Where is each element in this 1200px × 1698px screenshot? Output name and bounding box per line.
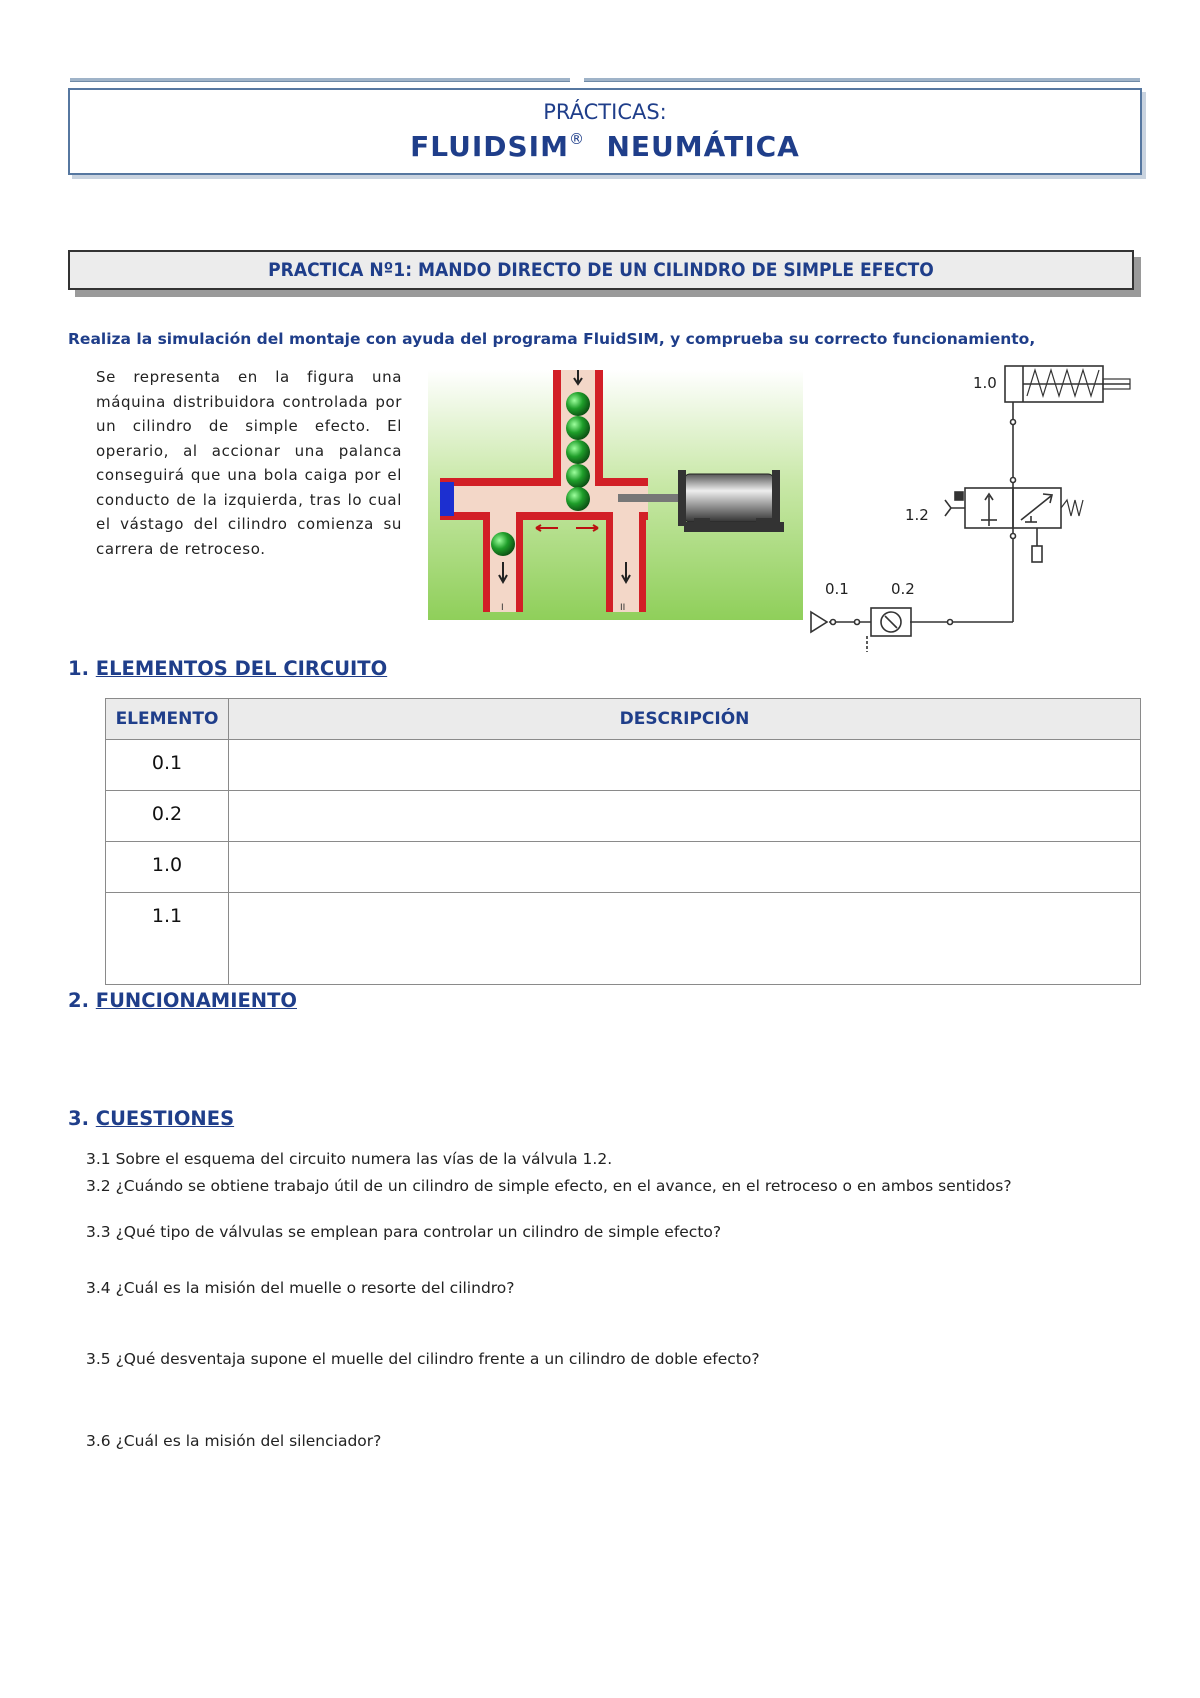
table-row bbox=[106, 791, 1141, 842]
header-subtitle: PRÁCTICAS: bbox=[543, 100, 667, 124]
piston-head bbox=[440, 482, 454, 516]
question-item: 3.6 ¿Cuál es la misión del silenciador? bbox=[86, 1432, 382, 1450]
spring-icon bbox=[1027, 370, 1099, 396]
section-title: FUNCIONAMIENTO bbox=[95, 989, 297, 1012]
element-code: 1.1 bbox=[106, 893, 229, 985]
element-code: 1.0 bbox=[106, 842, 229, 893]
header-title-rest: NEUMÁTICA bbox=[606, 130, 800, 163]
element-description-cell[interactable] bbox=[229, 893, 1141, 985]
section-title: ELEMENTOS DEL CIRCUITO bbox=[95, 657, 388, 680]
header-title-main: FLUIDSIM bbox=[410, 130, 569, 163]
intro-text: Realiza la simulación del montaje con ayuda del programa FluidSIM, y comprueba su correcto funcionamiento, bbox=[68, 330, 1036, 348]
ball bbox=[566, 440, 590, 464]
section-heading-2 bbox=[68, 989, 297, 1012]
element-description-cell[interactable] bbox=[229, 740, 1141, 791]
question-item: 3.3 ¿Qué tipo de válvulas se emplean para controlar un cilindro de simple efecto? bbox=[86, 1223, 722, 1241]
section-number: 1. bbox=[68, 657, 89, 680]
element-code: 0.1 bbox=[106, 740, 229, 791]
elements-table bbox=[105, 698, 1141, 985]
valve-spring-icon bbox=[1061, 500, 1083, 516]
top-rule-right bbox=[584, 78, 1140, 82]
label-1-2: 1.2 bbox=[905, 506, 929, 524]
ball bbox=[566, 392, 590, 416]
circuit-schematic bbox=[805, 360, 1140, 660]
element-description-cell[interactable] bbox=[229, 791, 1141, 842]
cylinder-body bbox=[684, 474, 774, 522]
header-title bbox=[70, 130, 1140, 163]
ball bbox=[566, 416, 590, 440]
ball bbox=[566, 464, 590, 488]
section-title: CUESTIONES bbox=[95, 1107, 235, 1130]
label-0-2: 0.2 bbox=[891, 580, 915, 598]
section-number: 2. bbox=[68, 989, 89, 1012]
question-item: 3.4 ¿Cuál es la misión del muelle o resorte del cilindro? bbox=[86, 1279, 515, 1297]
label-0-1: 0.1 bbox=[825, 580, 849, 598]
table-row bbox=[106, 842, 1141, 893]
table-row bbox=[106, 893, 1141, 985]
machine-illustration bbox=[428, 370, 803, 620]
outlet-label-left: I bbox=[501, 603, 504, 613]
ball bbox=[566, 487, 590, 511]
section-heading-1 bbox=[68, 657, 387, 680]
question-item: 3.5 ¿Qué desventaja supone el muelle del cilindro frente a un cilindro de doble efecto? bbox=[86, 1350, 760, 1368]
question-item: 3.2 ¿Cuándo se obtiene trabajo útil de un cilindro de simple efecto, en el avance, en el retroceso o en ambos sentidos? bbox=[86, 1177, 1012, 1195]
practica-title: PRACTICA Nº1: MANDO DIRECTO DE UN CILINDRO DE SIMPLE EFECTO bbox=[68, 250, 1134, 290]
section-heading-3 bbox=[68, 1107, 234, 1130]
element-description-cell[interactable] bbox=[229, 842, 1141, 893]
table-header-description: DESCRIPCIÓN bbox=[229, 699, 1141, 740]
description-text: Se representa en la figura una máquina distribuidora controlada por un cilindro de simple efecto. El operario, al accionar una palanca conseguirá que una bola caiga por el conducto de la izquierda, tras lo cual el vástago del cilindro comienza su carrera de retroceso. bbox=[96, 368, 402, 558]
question-item: 3.1 Sobre el esquema del circuito numera las vías de la válvula 1.2. bbox=[86, 1150, 613, 1168]
element-code: 0.2 bbox=[106, 791, 229, 842]
section-number: 3. bbox=[68, 1107, 89, 1130]
outlet-label-right: II bbox=[620, 603, 626, 613]
ball-falling bbox=[491, 532, 515, 556]
top-rule-left bbox=[70, 78, 570, 82]
registered-mark: ® bbox=[568, 130, 585, 148]
table-header-element: ELEMENTO bbox=[106, 699, 229, 740]
table-row bbox=[106, 740, 1141, 791]
cylinder-rod bbox=[618, 494, 688, 502]
label-1-0: 1.0 bbox=[973, 374, 997, 392]
pressure-source-icon bbox=[811, 612, 827, 632]
silencer-icon bbox=[1032, 546, 1042, 562]
header-box bbox=[68, 88, 1142, 175]
lever-icon bbox=[945, 500, 965, 516]
